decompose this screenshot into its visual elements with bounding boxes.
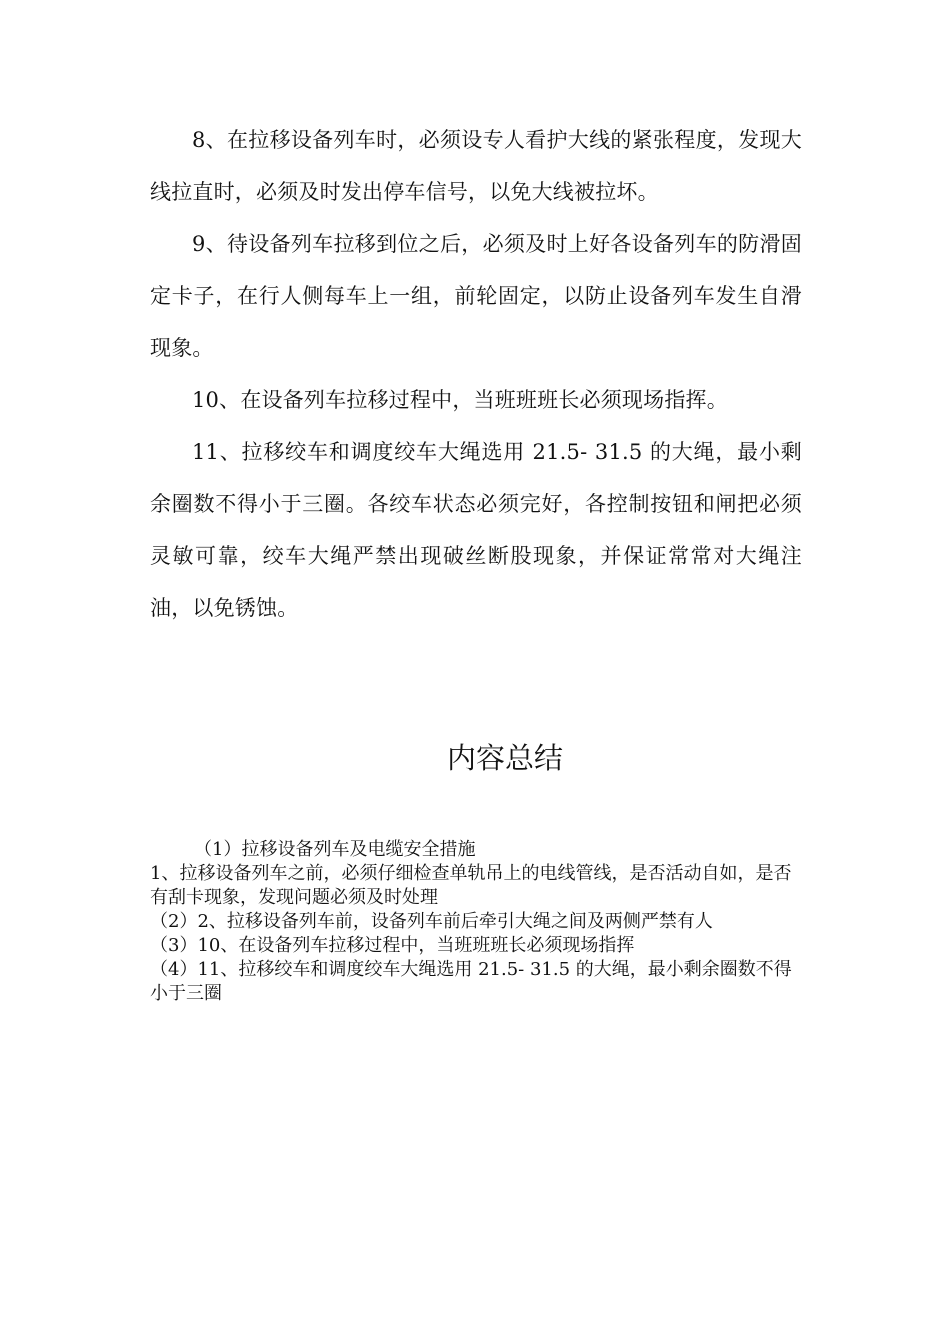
- paragraph-9: 9、待设备列车拉移到位之后，必须及时上好各设备列车的防滑固定卡子，在行人侧每车上一组，前轮固定，以防止设备列车发生自滑现象。: [150, 232, 802, 360]
- summary-heading: （1）拉移设备列车及电缆安全措施: [194, 839, 476, 860]
- summary-title: 内容总结: [446, 741, 563, 775]
- body-text: [150, 114, 802, 634]
- paragraph-10: 10、在设备列车拉移过程中，当班班班长必须现场指挥。: [192, 388, 728, 412]
- summary-item: 1、拉移设备列车之前，必须仔细检查单轨吊上的电线管线，是否活动自如，是否有刮卡现象，发现问题必须及时处理: [150, 863, 792, 908]
- paragraph-11: 11、拉移绞车和调度绞车大绳选用 21.5- 31.5 的大绳，最小剩余圈数不得小于三圈。各绞车状态必须完好，各控制按钮和闸把必须灵敏可靠，绞车大绳严禁出现破丝断股现象，并保证常常对大绳注油，以免锈蚀。: [150, 440, 802, 620]
- summary-item: （3）10、在设备列车拉移过程中，当班班班长必须现场指挥: [150, 935, 635, 956]
- paragraph-8: 8、在拉移设备列车时，必须设专人看护大线的紧张程度，发现大线拉直时，必须及时发出停车信号，以免大线被拉坏。: [150, 128, 802, 204]
- summary-item: （2）2、拉移设备列车前，设备列车前后牵引大绳之间及两侧严禁有人: [150, 911, 713, 932]
- summary-block: [150, 838, 802, 1006]
- summary-item: （4）11、拉移绞车和调度绞车大绳选用 21.5- 31.5 的大绳，最小剩余圈数不得小于三圈: [150, 959, 792, 1004]
